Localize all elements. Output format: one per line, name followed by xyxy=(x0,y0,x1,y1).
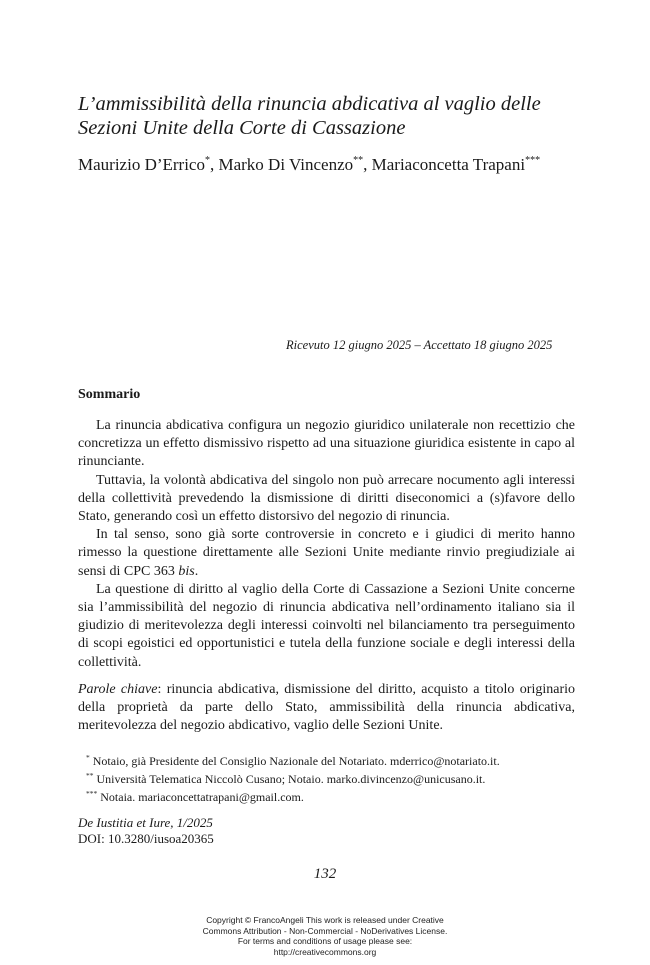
abstract-paragraph xyxy=(78,526,575,581)
author-footnote-mark[interactable]: ** xyxy=(353,155,364,166)
footnote xyxy=(86,788,500,806)
keywords-text: : rinuncia abdicativa, dismissione del diritto, acquisto a titolo originario della proprietà da parte dello Stato, ammissibilità della rinuncia abdicativa, meritevolezza del negozio abdicativo, vaglio delle Sezioni Unite. xyxy=(78,682,575,734)
journal-name: De Iustitia et Iure, 1/2025 xyxy=(78,815,213,830)
license-link[interactable]: http://creativecommons.org xyxy=(273,946,377,957)
abstract-italic-term: bis xyxy=(178,563,195,579)
footnote-text[interactable]: Università Telematica Niccolò Cusano; Notaio. marko.divincenzo@unicusano.it. xyxy=(96,772,486,786)
author-list xyxy=(78,155,540,175)
author-footnote-mark[interactable]: *** xyxy=(525,155,541,166)
received-accepted-dates: Ricevuto 12 giugno 2025 – Accettato 18 giugno 2025 xyxy=(286,338,553,352)
footnote-text[interactable]: Notaia. mariaconcettatrapani@gmail.com. xyxy=(100,790,304,804)
license-line: Copyright © FrancoAngeli This work is released under Creative xyxy=(206,915,444,925)
title-line-2: Sezioni Unite della Corte di Cassazione xyxy=(78,117,406,139)
author-separator: , xyxy=(209,155,219,174)
footnotes xyxy=(86,752,500,806)
abstract-heading: Sommario xyxy=(78,387,141,402)
doi[interactable]: DOI: 10.3280/iusoa20365 xyxy=(78,831,214,846)
license-line: Commons Attribution - Non-Commercial - NoDerivatives License. xyxy=(202,925,448,936)
footnote-text[interactable]: Notaio, già Presidente del Consiglio Nazionale del Notariato. mderrico@notariato.it. xyxy=(92,754,500,768)
license-line: For terms and conditions of usage please see: xyxy=(237,936,413,946)
abstract-paragraph: La rinuncia abdicativa configura un negozio giuridico unilaterale non recettizio che concretizza un effetto dismissivo rispetto ad una situazione giuridica esistente in capo al rinunciante. xyxy=(78,418,575,470)
footnote-mark: *** xyxy=(86,789,98,798)
abstract-text: . xyxy=(194,563,199,579)
journal-info xyxy=(78,815,214,847)
article-title xyxy=(78,92,588,140)
abstract-text: In tal senso, sono già sorte controversie in concreto e i giudici di merito hanno rimesso la questione direttamente alle Sezioni Unite mediante rinvio pregiudiziale ai sensi di CPC 363 xyxy=(78,527,575,579)
abstract-body xyxy=(78,417,575,672)
footnote xyxy=(86,770,500,788)
license-notice xyxy=(0,915,650,957)
footnote-mark: * xyxy=(86,753,90,762)
author-name: Maurizio D’Errico xyxy=(78,155,205,174)
abstract-paragraph: Tuttavia, la volontà abdicativa del singolo non può arrecare nocumento agli interessi della collettività prevedendo la dismissione di diritti diseconomici a (s)favore dello Stato, generando così un effetto distorsivo del negozio di rinuncia. xyxy=(78,472,575,525)
author-footnote-mark[interactable]: * xyxy=(204,155,210,166)
keywords-label: Parole chiave xyxy=(78,682,158,697)
keywords xyxy=(78,681,575,736)
author-name: Marko Di Vincenzo xyxy=(218,155,354,174)
abstract-paragraph: La questione di diritto al vaglio della Corte di Cassazione a Sezioni Unite concerne sia l’ammissibilità del negozio di rinuncia abdicativa nell’ordinamento italiano sia il giudizio di meritevolezza degli interessi coinvolti nel bilanciamento tra perseguimento di scopi egoistici ed opportunistici e tutela della funzione sociale e degli interessi della collettività. xyxy=(78,581,575,670)
author-name: Mariaconcetta Trapani xyxy=(371,155,526,174)
footnote xyxy=(86,752,500,770)
title-line-1: L’ammissibilità della rinuncia abdicativa al vaglio delle xyxy=(78,93,541,115)
page-number: 132 xyxy=(313,866,337,882)
footnote-mark: ** xyxy=(86,771,94,780)
author-separator: , xyxy=(363,155,372,174)
